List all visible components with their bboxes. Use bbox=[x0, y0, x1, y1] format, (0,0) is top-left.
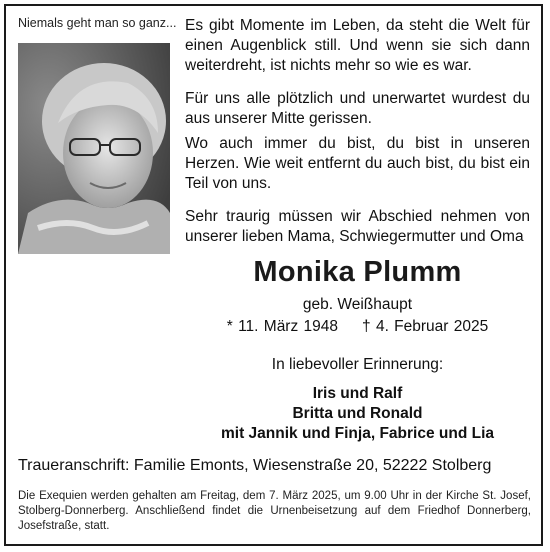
death-date: † 4. Februar 2025 bbox=[362, 318, 489, 335]
verse-paragraph-1: Es gibt Momente im Leben, da steht die Welt für einen Augenblick still. Und wenn sie sich dann weiterdreht, ist nichts mehr so wie es war. bbox=[185, 17, 530, 74]
portrait-photo bbox=[18, 43, 170, 254]
farewell-paragraph: Sehr traurig müssen wir Abschied nehmen von unserer lieben Mama, Schwiegermutter und Oma bbox=[185, 208, 530, 245]
maiden-name: geb. Weißhaupt bbox=[302, 296, 413, 313]
family-line-2: Britta und Ronald bbox=[292, 405, 423, 422]
birth-date: * 11. März 1948 bbox=[226, 318, 339, 335]
family-names bbox=[185, 384, 530, 444]
funeral-notice: Die Exequien werden gehalten am Freitag, dem 7. März 2025, um 9.00 Uhr in der Kirche St. Josef, Stolberg-Donnerberg. Anschließend findet die Urnenbeisetzung auf dem Friedhof Donnerberg, Josefstraße, statt. bbox=[18, 490, 531, 532]
verse-paragraph-3: Wo auch immer du bist, du bist in unseren Herzen. Wie weit entfernt du auch bist, du bist ein Teil von uns. bbox=[185, 135, 530, 192]
mourning-address: Traueranschrift: Familie Emonts, Wiesenstraße 20, 52222 Stolberg bbox=[18, 457, 492, 474]
family-line-1: Iris und Ralf bbox=[312, 385, 403, 402]
life-dates bbox=[185, 318, 530, 336]
verse-paragraph-2: Für uns alle plötzlich und unerwartet wurdest du aus unserer Mitte gerissen. bbox=[185, 90, 530, 127]
family-line-3: mit Jannik und Finja, Fabrice und Lia bbox=[220, 425, 494, 442]
deceased-name: Monika Plumm bbox=[253, 256, 462, 288]
memory-line: In liebevoller Erinnerung: bbox=[271, 356, 444, 373]
photo-caption: Niemals geht man so ganz... bbox=[18, 16, 177, 30]
